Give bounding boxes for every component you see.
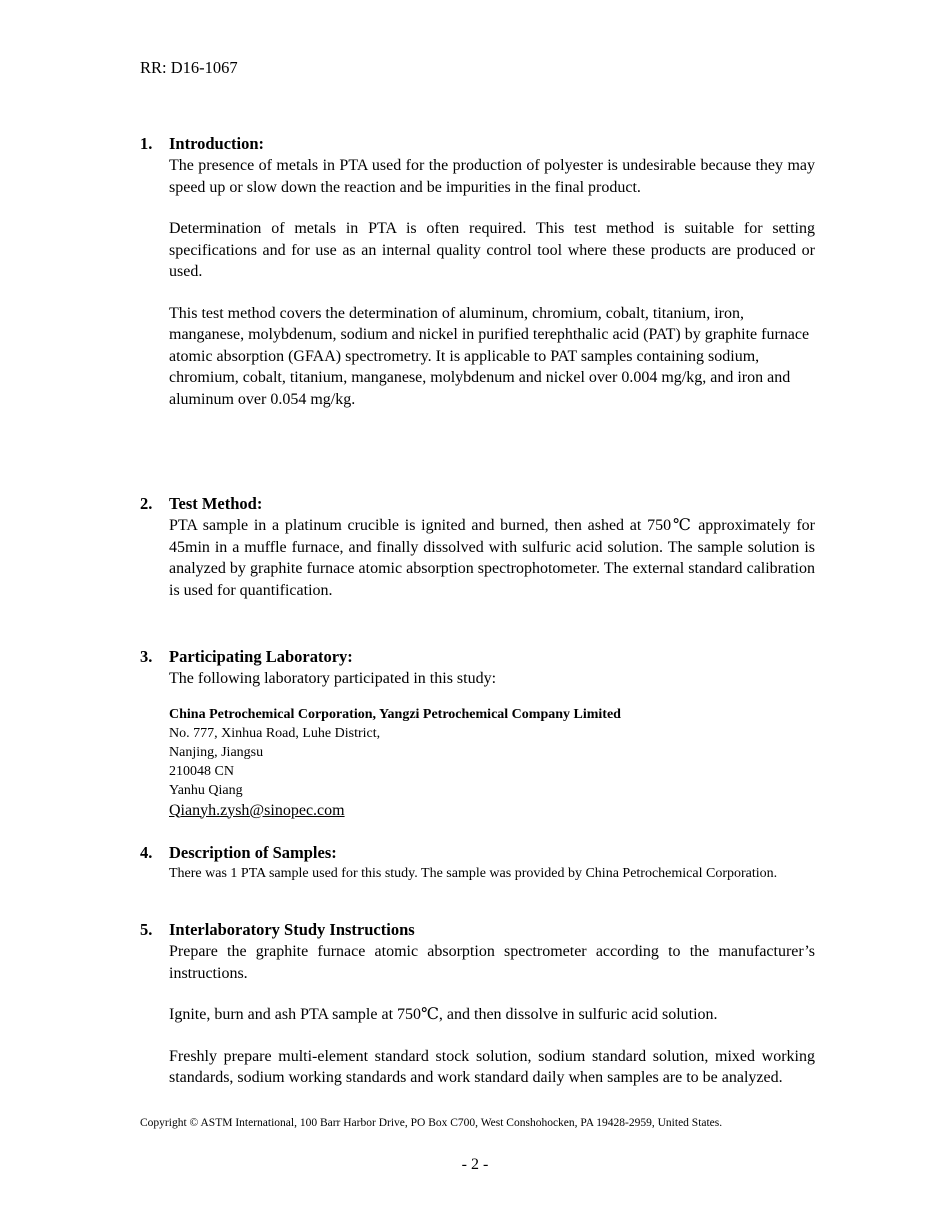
section-introduction xyxy=(140,133,815,430)
page-number: - 2 - xyxy=(461,1156,489,1173)
section-number: 1. xyxy=(140,134,153,153)
section-title: Description of Samples: xyxy=(169,843,337,862)
paragraph: This test method covers the determination of aluminum, chromium, cobalt, titanium, iron, manganese, molybdenum, sodium and nickel in purified terephthalic acid (PAT) by graphite furnace atomic absorption (GFAA) spectrometry. It is applicable to PAT samples containing sodium, chromium, cobalt, titanium, manganese, molybdenum and nickel over 0.004 mg/kg, and iron and aluminum over 0.054 mg/kg. xyxy=(169,304,810,408)
section-number: 2. xyxy=(140,494,153,513)
section-number: 5. xyxy=(140,920,153,939)
section-description-of-samples xyxy=(140,842,815,883)
paragraph: Prepare the graphite furnace atomic absorption spectrometer according to the manufacturer’s instructions. xyxy=(169,943,815,982)
lab-contact: Yanhu Qiang xyxy=(169,782,243,798)
lab-address-line: Nanjing, Jiangsu xyxy=(169,744,264,760)
paragraph: Determination of metals in PTA is often required. This test method is suitable for setting specifications and for use as an internal quality control tool where these products are produced or used. xyxy=(169,220,815,280)
lab-postal-code: 210048 CN xyxy=(169,763,234,779)
paragraph: PTA sample in a platinum crucible is ignited and burned, then ashed at 750℃ approximately for 45min in a muffle furnace, and finally dissolved with sulfuric acid solution. The sample solution is analyzed by graphite furnace atomic absorption spectrophotometer. The external standard calibration is used for quantification. xyxy=(169,517,815,599)
lab-address-line: No. 777, Xinhua Road, Luhe District, xyxy=(169,725,381,741)
lab-email-link[interactable]: Qianyh.zysh@sinopec.com xyxy=(169,801,345,819)
paragraph: The following laboratory participated in this study: xyxy=(169,670,497,687)
section-study-instructions xyxy=(140,919,815,1089)
paragraph: The presence of metals in PTA used for the production of polyester is undesirable because they may speed up or slow down the reaction and be impurities in the final product. xyxy=(169,157,815,196)
section-title: Introduction: xyxy=(169,134,265,153)
lab-name: China Petrochemical Corporation, Yangzi Petrochemical Company Limited xyxy=(169,706,621,722)
section-heading xyxy=(140,919,815,941)
section-test-method xyxy=(140,493,815,601)
section-heading xyxy=(140,842,815,864)
document-id-header: RR: D16-1067 xyxy=(140,58,238,77)
section-heading xyxy=(140,133,815,155)
section-title: Test Method: xyxy=(169,494,263,513)
section-heading xyxy=(140,646,815,668)
section-title: Participating Laboratory: xyxy=(169,647,353,666)
paragraph: There was 1 PTA sample used for this study. The sample was provided by China Petrochemical Corporation. xyxy=(169,866,778,881)
section-participating-laboratory xyxy=(140,646,815,821)
paragraph: Ignite, burn and ash PTA sample at 750℃, and then dissolve in sulfuric acid solution. xyxy=(169,1006,718,1023)
copyright-footer: Copyright © ASTM International, 100 Barr Harbor Drive, PO Box C700, West Conshohocken, PA 19428-2959, United States. xyxy=(140,1117,723,1129)
section-heading xyxy=(140,493,815,515)
paragraph: Freshly prepare multi-element standard stock solution, sodium standard solution, mixed working standards, sodium working standards and work standard daily when samples are to be analyzed. xyxy=(169,1047,815,1086)
section-number: 3. xyxy=(140,647,153,666)
section-number: 4. xyxy=(140,843,153,862)
section-title: Interlaboratory Study Instructions xyxy=(169,920,415,939)
